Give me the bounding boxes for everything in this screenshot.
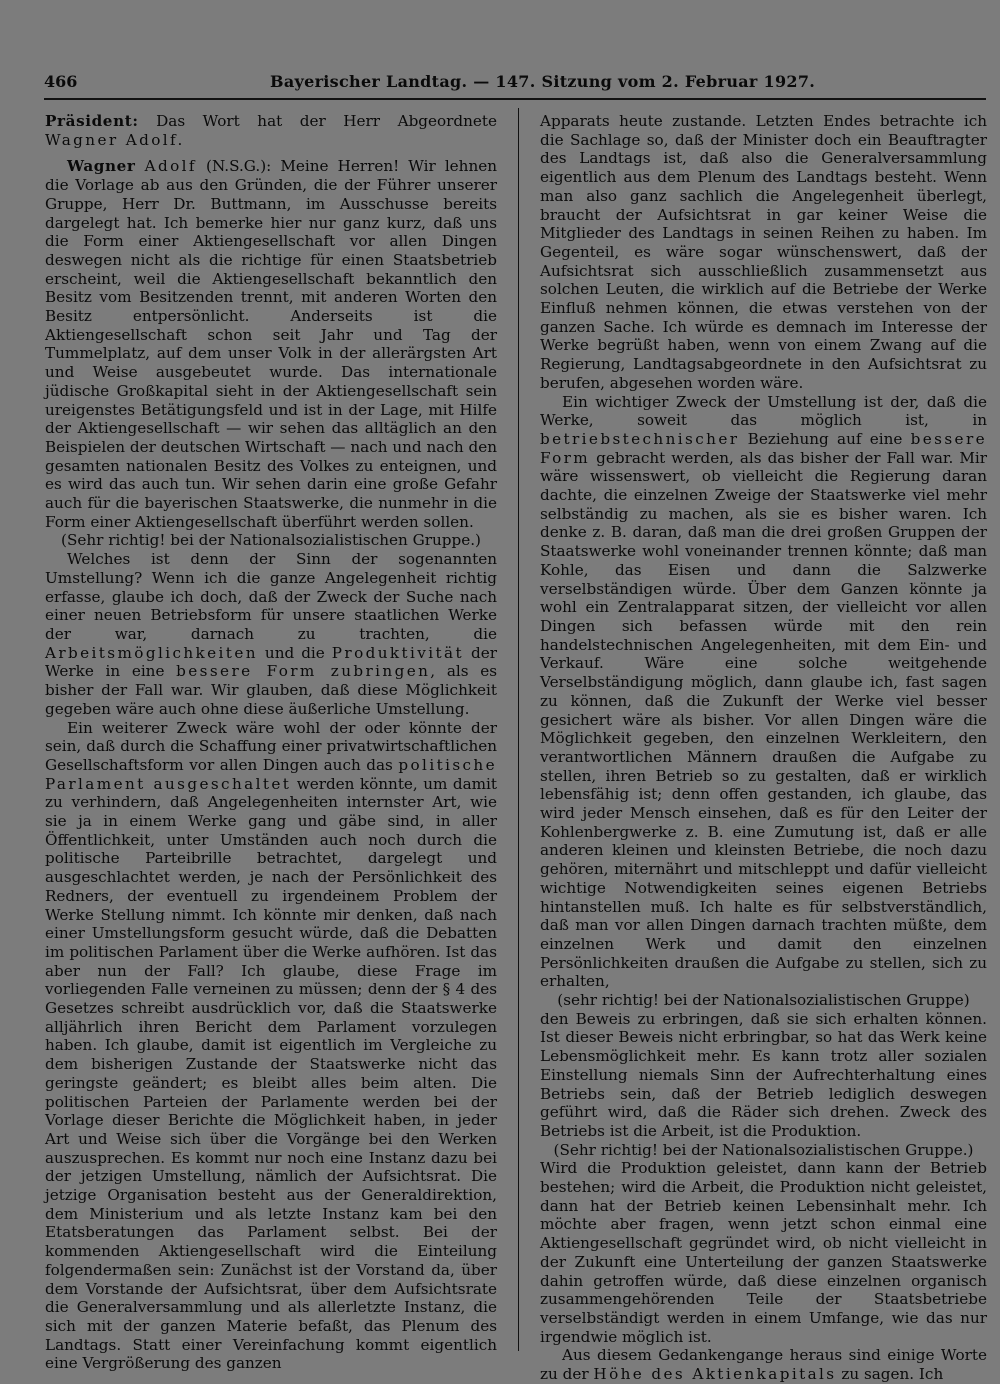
paragraph-wichtiger-zweck [540, 393, 987, 992]
paragraph-produktion: Wird die Produktion geleistet, dann kann der Betrieb bestehen; wird die Arbeit, die Produktion nicht geleistet, dann hat der Betrieb keinen Lebensinhalt mehr. Ich möchte aber fragen, wenn jetzt schon einmal eine Aktiengesellschaft gegründet wird, ob nicht vielleicht in der Zukunft eine Unterteilung der ganzen Staatswerke dahin getroffen würde, daß diese einzelnen organisch zusammengehörenden Teile der Staatsbetriebe verselbständigt werden in einem Umfange, wie das nur irgendwie möglich ist. [540, 1159, 987, 1346]
interjection-3: (Sehr richtig! bei der Nationalsozialistischen Gruppe.) [553, 1140, 974, 1159]
speaker-wagner-firstname: Adolf [144, 157, 197, 176]
page-header [44, 68, 980, 98]
text-segment: , als es bisher der Fall war. Wir glauben, daß diese Möglichkeit gegeben wäre auch ohne diese äußerliche Umstellung. [45, 662, 497, 718]
text-segment: Ein weiterer Zweck wäre wohl der oder könnte der sein, daß durch die Schaffung einer privatwirtschaftlichen Gesellschaftsform vor allen Dingen auch das [45, 718, 497, 774]
emphasis-parlament: politische Parlament ausgeschaltet [45, 755, 498, 793]
emphasis-produktivitaet: Produktivität [331, 643, 464, 662]
paragraph-weiterer-zweck [45, 719, 497, 1374]
column-divider [518, 108, 519, 1351]
wagner-opening-text: (N.S.G.): Meine Herren! Wir lehnen die Vorlage ab aus den Gründen, die der Führer unserer Gruppe, Herr Dr. Buttmann, im Ausschusse bereits dargelegt hat. Ich bemerke hier nur ganz kurz, daß uns die Form einer Aktiengesellschaft vor allen Dingen deswegen nicht als die richtige für einen Staatsbetrieb erscheint, weil die Aktiengesellschaft bekanntlich den Besitz vom Besitzenden trennt, mit anderen Worten den Besitz entpersönlicht. Anderseits ist die Aktiengesellschaft schon seit Jahr und Tag der Tummelplatz, auf dem unser Volk in der allerärgsten Art und Weise ausgebeutet wurde. Das internationale jüdische Großkapital sieht in der Aktiengesellschaft sein ureigenstes Betätigungsfeld und ist in der Lage, mit Hilfe der Aktiengesellschaft — wir sehen das alltäglich an den Beispielen der deutschen Wirtschaft — nach und nach den gesamten nationalen Besitz des Volkes zu enteignen, und es wird das auch tun. Wir sehen darin eine große Gefahr auch für die bayerischen Staatswerke, die nunmehr in die Form einer Aktiengesellschaft überführt werden sollen. [45, 157, 498, 531]
paragraph-beweis: den Beweis zu erbringen, daß sie sich erhalten können. Ist dieser Beweis nicht erbringbar, so hat das Werk keine Lebensmöglichkeit mehr. Es kann trotz aller sozialen Einstellung niemals Sinn der Aufrechterhaltung eines Betriebs sein, daß der Betrieb lediglich deswegen geführt wird, daß die Räder sich drehen. Zweck des Betriebs ist die Arbeit, ist die Produktion. [540, 1009, 987, 1140]
paragraph-president [45, 112, 497, 149]
emphasis-bessere-form: bessere Form zubringen [176, 662, 431, 681]
text-segment: Ein wichtiger Zweck der Umstellung ist der, daß die Werke, soweit das möglich ist, in [540, 392, 987, 430]
text-segment: Beziehung auf eine [747, 429, 903, 448]
president-text: Das Wort hat der Herr Abgeordnete [156, 112, 497, 130]
page-number: 466 [44, 72, 78, 91]
paragraph-aktienkapital [540, 1346, 987, 1383]
left-column [45, 112, 498, 1373]
emphasis-betriebstechnischer: betriebstechnischer [540, 429, 740, 448]
emphasis-bessere-form-2: bessere Form [540, 429, 987, 467]
text-segment: zu sagen. Ich [841, 1365, 944, 1384]
header-rule [44, 98, 986, 100]
paragraph-apparats: Apparats heute zustande. Letzten Endes betrachte ich die Sachlage so, daß der Minister doch ein Beauftragter des Landtags ist, daß also die Generalversammlung eigentlich aus dem Plenum des Landtags besteht. Wenn man also ganz sachlich die Angelegenheit überlegt, braucht der Aufsichtsrat in gar keiner Weise die Mitglieder des Landtags in seinen Reihen zu haben. Im Gegenteil, es wäre sogar wünschenswert, daß der Aufsichtsrat sich ausschließlich zusammensetzt aus solchen Leuten, die wirklich auf die Betriebe der Werke Einfluß nehmen können, die etwas verstehen von der ganzen Sache. Ich würde es demnach im Interesse der Werke begrüßt haben, wenn von einem Zwang auf die Regierung, Landtagsabgeordnete in den Aufsichtsrat zu berufen, abgesehen worden wäre. [540, 112, 987, 392]
text-segment: der Werke in eine [45, 643, 497, 681]
running-title: Bayerischer Landtag. — 147. Sitzung vom 2. Februar 1927. [270, 72, 816, 91]
called-speaker-name: Wagner Adolf. [45, 130, 185, 149]
text-segment: gebracht werden, als das bisher der Fall war. Mir wäre wissenswert, ob vielleicht die Regierung daran dachte, die einzelnen Zweige der Staatswerke viel mehr selbständig zu machen, als sie es bisher waren. Ich denke z. B. daran, daß man die drei großen Gruppen der Staatswerke wohl voneinander trennen könnte; daß man Kohle, das Eisen und dann die Salzwerke verselbständigen würde. Über dem Ganzen könnte ja wohl ein Zentralapparat sitzen, der vielleicht vor allen Dingen sich befassen würde mit den rein handelstechnischen Angelegenheiten, mit dem Ein- und Verkauf. Wäre eine solche weitgehende Verselbständigung möglich, dann glaube ich, fast sagen zu können, daß die Zukunft der Werke viel besser gesichert wäre als bisher. Vor allen Dingen wäre die Möglichkeit gegeben, den einzelnen Werkleitern, den verantwortlichen Männern draußen die Aufgabe zu stellen, ihren Betrieb so zu gestalten, daß er wirklich lebensfähig ist; denn offen gestanden, ich glaube, das wird jeder Mensch einsehen, daß es für den Leiter der Kohlenbergwerke z. B. eine Zumutung ist, daß er alle anderen kleinen und kleinsten Betriebe, die noch dazu gehören, miternährt und mitschleppt und dafür vielleicht wichtige Notwendigkeiten seines eigenen Betriebs hintanstellen muß. Ich halte es für selbstverständlich, daß man vor allen Dingen darnach trachten müßte, dem einzelnen Werk und damit den einzelnen Persönlichkeiten draußen die Aufgabe zu stellen, sich zu erhalten, [540, 448, 987, 991]
text-segment: Aus diesem Gedankengange heraus sind einige Worte zu der [540, 1346, 987, 1384]
right-column [540, 112, 987, 1384]
text-segment: und die [264, 643, 325, 662]
interjection-1: (Sehr richtig! bei der Nationalsozialistischen Gruppe.) [61, 531, 481, 550]
text-segment: werden könnte, um damit zu verhindern, daß Angelegenheiten internster Art, wie sie ja in einem Werke gang und gäbe sind, in aller Öffentlichkeit, unter Umständen auch noch durch die politische Parteibrille betrachtet, dargelegt und ausgeschlachtet werden, je nach der Persönlichkeit des Redners, der eventuell zu irgendeinem Problem der Werke Stellung nimmt. Ich könnte mir denken, daß nach einer Umstellungsform gesucht würde, daß die Debatten im politischen Parlament über die Werke aufhören. Ist das aber nun der Fall? Ich glaube, diese Frage im vorliegenden Falle verneinen zu müssen; denn der § 4 des Gesetzes schreibt ausdrücklich vor, daß die Staatswerke alljährlich ihren Bericht dem Parlament vorzulegen haben. Ich glaube, damit ist eigentlich im Vergleiche zu dem bisherigen Zustande der Staatswerke nicht das geringste geändert; es bleibt alles beim alten. Die politischen Parteien der Parlamente werden bei der Vorlage dieser Berichte die Möglichkeit haben, in jeder Art und Weise sich über die Vorgänge bei den Werken auszusprechen. Es kommt nur noch eine Instanz dazu bei der jetzigen Umstellung, nämlich der Aufsichtsrat. Die jetzige Organisation besteht aus der Generaldirektion, dem Ministerium und als letzte Instanz kam bei den Etatsberatungen das Parlament selbst. Bei der kommenden Aktiengesellschaft wird die Einteilung folgendermaßen sein: Zunächst ist der Vorstand da, über dem Vorstande der Aufsichtsrat, über dem Aufsichtsrate die Generalversammlung und als allerletzte Instanz, die sich mit der ganzen Materie befaßt, das Plenum des Landtags. Statt einer Vereinfachung kommt eigentlich eine Vergrößerung des ganzen [45, 774, 497, 1373]
paragraph-wagner-opening [45, 157, 497, 531]
text-segment: Welches ist denn der Sinn der sogenannten Umstellung? Wenn ich die ganze Angelegenheit richtig erfasse, glaube ich doch, daß der Zweck der Suche nach einer neuen Betriebsform für unsere staatlichen Werke der war, darnach zu trachten, die [45, 550, 497, 643]
interjection-2: (sehr richtig! bei der Nationalsozialistischen Gruppe) [557, 991, 970, 1010]
paragraph-umstellung [45, 550, 497, 718]
speaker-wagner: Wagner [67, 157, 136, 176]
emphasis-aktienkapital: Höhe des Aktienkapitals [593, 1365, 837, 1384]
emphasis-arbeitsmoeglichkeiten: Arbeitsmöglichkeiten [45, 643, 258, 662]
speaker-president: Präsident: [45, 112, 139, 130]
